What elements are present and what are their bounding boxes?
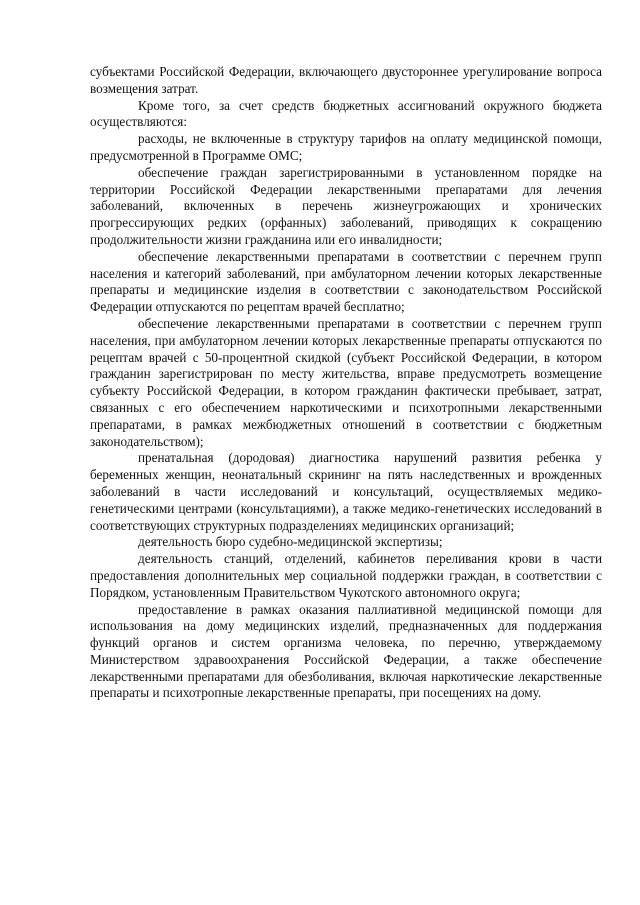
paragraph-continuation: субъектами Российской Федерации, включающего двустороннее урегулирование вопроса возмещения затрат.: [90, 64, 602, 96]
paragraph-budget-intro: Кроме того, за счет средств бюджетных ассигнований окружного бюджета осуществляются:: [90, 97, 602, 130]
paragraph-orphan-diseases: обеспечение граждан зарегистрированными в установленном порядке на территории Российской Федерации лекарственными препаратами для лечения заболеваний, включенных в перечень жизнеугрожающих и хронических прогрессирующих редких (орфанных) заболеваний, приводящих к сокращению продолжительности жизни гражданина или его инвалидности;: [90, 164, 602, 247]
paragraph-blood-transfusion: деятельность станций, отделений, кабинетов переливания крови в части предоставления дополнительных мер социальной поддержки граждан, в соответствии с Порядком, установленным Правительством Чукотского автономного округа;: [90, 551, 602, 600]
paragraph-free-drugs: обеспечение лекарственными препаратами в соответствии с перечнем групп населения и категорий заболеваний, при амбулаторном лечении которых лекарственные препараты и медицинские изделия в соответствии с законодательством Российской Федерации отпускаются по рецептам врачей бесплатно;: [90, 248, 602, 315]
document-page: [90, 64, 602, 702]
paragraph-palliative-care: предоставление в рамках оказания паллиативной медицинской помощи для использования на дому медицинских изделий, предназначенных для поддержания функций органов и систем организма человека, по перечню, утверждаемому Министерством здравоохранения Российской Федерации, а также обеспечение лекарственными препаратами для обезболивания, включая наркотические лекарственные препараты и психотропные лекарственные препараты, при посещениях на дому.: [90, 601, 602, 701]
paragraph-prenatal-diagnostics: пренатальная (дородовая) диагностика нарушений развития ребенка у беременных женщин, неонатальный скрининг на пять наследственных и врожденных заболеваний в части исследований и консультаций, осуществляемых медико-генетическими центрами (консультациями), а также медико-генетических исследований в соответствующих структурных подразделениях медицинских организаций;: [90, 450, 602, 533]
paragraph-expenses: расходы, не включенные в структуру тарифов на оплату медицинской помощи, предусмотренной в Программе ОМС;: [90, 131, 602, 163]
paragraph-forensic-bureau: деятельность бюро судебно-медицинской экспертизы;: [138, 534, 443, 550]
paragraph-discount-drugs: обеспечение лекарственными препаратами в соответствии с перечнем групп населения, при амбулаторном лечении которых лекарственные препараты отпускаются по рецептам врачей с 50-процентной скидкой (субъект Российской Федерации, в котором гражданин зарегистрирован по месту жительства, вправе предусмотреть возмещение субъекту Российской Федерации, в котором гражданин фактически пребывает, затрат, связанных с его обеспечением наркотическими и психотропными лекарственными препаратами, в рамках межбюджетных отношений в соответствии с бюджетным законодательством);: [90, 315, 602, 449]
